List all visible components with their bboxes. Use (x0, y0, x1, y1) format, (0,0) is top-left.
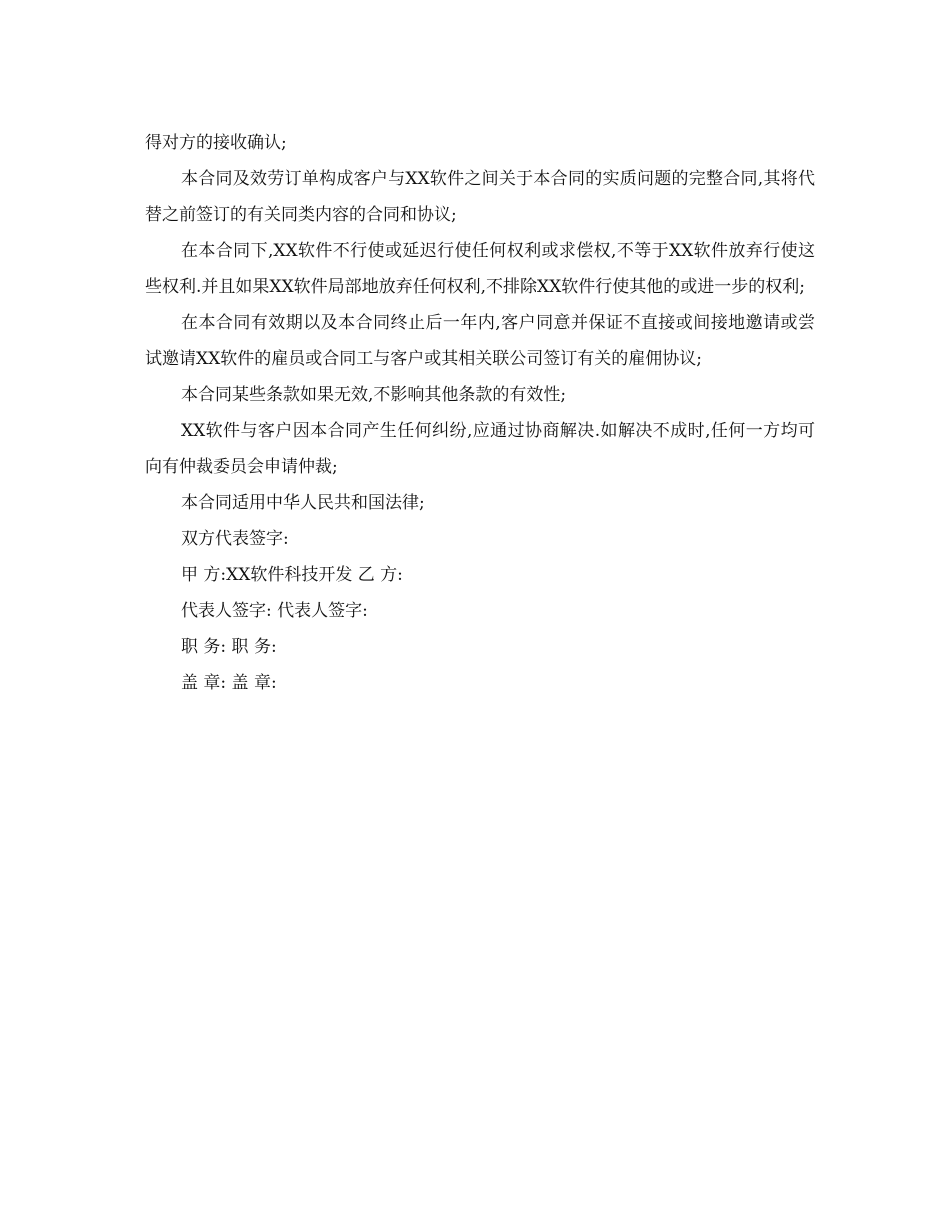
signature-heading: 双方代表签字: (181, 529, 289, 549)
signature-seal-line: 盖 章: 盖 章: (181, 673, 277, 693)
signature-position-line: 职 务: 职 务: (181, 637, 277, 657)
paragraph-waiver: 在本合同下,XX软件不行使或延迟行使任何权利或求偿权,不等于XX软件放弃行使这些权利.并且如果XX软件局部地放弃任何权利,不排除XX软件行使其他的或进一步的权利; (145, 241, 815, 297)
signature-representative-line: 代表人签字: 代表人签字: (181, 601, 368, 621)
paragraph-receipt-confirmation: 得对方的接收确认; (145, 133, 287, 153)
document-body (145, 125, 815, 701)
paragraph-governing-law: 本合同适用中华人民共和国法律; (181, 493, 425, 513)
paragraph-dispute-resolution: XX软件与客户因本合同产生任何纠纷,应通过协商解决.如解决不成时,任何一方均可向有仲裁委员会申请仲裁; (145, 421, 815, 477)
signature-parties-line: 甲 方:XX软件科技开发 乙 方: (181, 565, 403, 585)
paragraph-severability: 本合同某些条款如果无效,不影响其他条款的有效性; (181, 385, 567, 405)
paragraph-entire-agreement: 本合同及效劳订单构成客户与XX软件之间关于本合同的实质问题的完整合同,其将代替之前签订的有关同类内容的合同和协议; (145, 169, 815, 225)
paragraph-non-solicitation: 在本合同有效期以及本合同终止后一年内,客户同意并保证不直接或间接地邀请或尝试邀请XX软件的雇员或合同工与客户或其相关联公司签订有关的雇佣协议; (145, 313, 815, 369)
